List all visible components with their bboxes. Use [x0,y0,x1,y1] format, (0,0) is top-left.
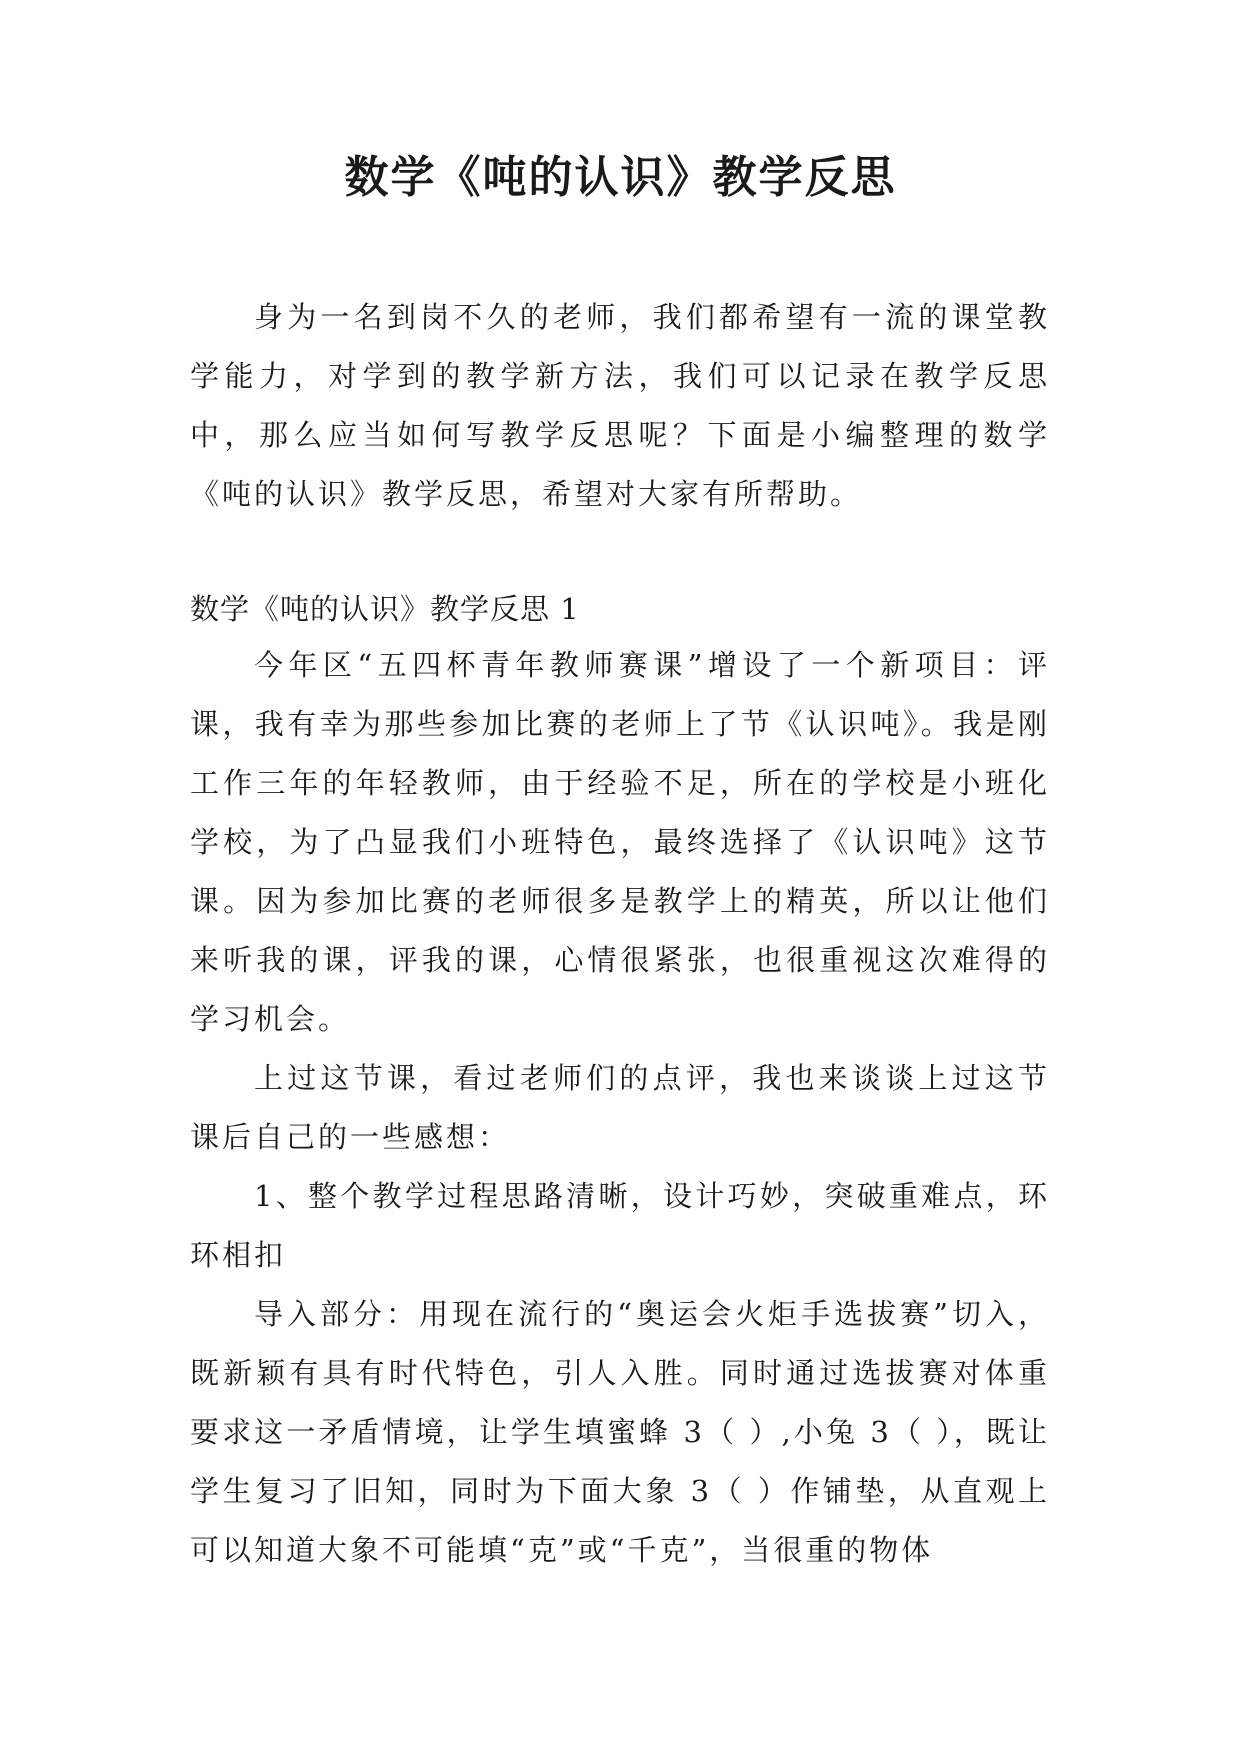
section-heading: 数学《吨的认识》教学反思 1 [190,592,580,626]
body-paragraph: 今年区“五四杯青年教师赛课”增设了一个新项目：评课，我有幸为那些参加比赛的老师上了节《认识吨》。我是刚工作三年的年轻教师，由于经验不足，所在的学校是小班化学校，为了凸显我们小班特色，最终选择了《认识吨》这节课。因为参加比赛的老师很多是教学上的精英，所以让他们来听我的课，评我的课，心情很紧张，也很重视这次难得的学习机会。 [190,648,1050,1036]
document-title: 数学《吨的认识》教学反思 [344,152,897,203]
body-paragraph: 导入部分：用现在流行的“奥运会火炬手选拔赛”切入，既新颖有具有时代特色，引人入胜。同时通过选拔赛对体重要求这一矛盾情境，让学生填蜜蜂 3（ ）,小兔 3（ ），既让学生复习了旧知，同时为下面大象 3（ ）作铺垫，从直观上可以知道大象不可能填“克”或“千克”，当很重的物体 [190,1297,1050,1567]
intro-paragraph: 身为一名到岗不久的老师，我们都希望有一流的课堂教学能力，对学到的教学新方法，我们可以记录在教学反思中，那么应当如何写教学反思呢？下面是小编整理的数学《吨的认识》教学反思，希望对大家有所帮助。 [190,300,1050,511]
body-paragraph: 上过这节课，看过老师们的点评，我也来谈谈上过这节课后自己的一些感想： [190,1061,1050,1154]
body-paragraph: 1、整个教学过程思路清晰，设计巧妙，突破重难点，环环相扣 [190,1179,1050,1272]
